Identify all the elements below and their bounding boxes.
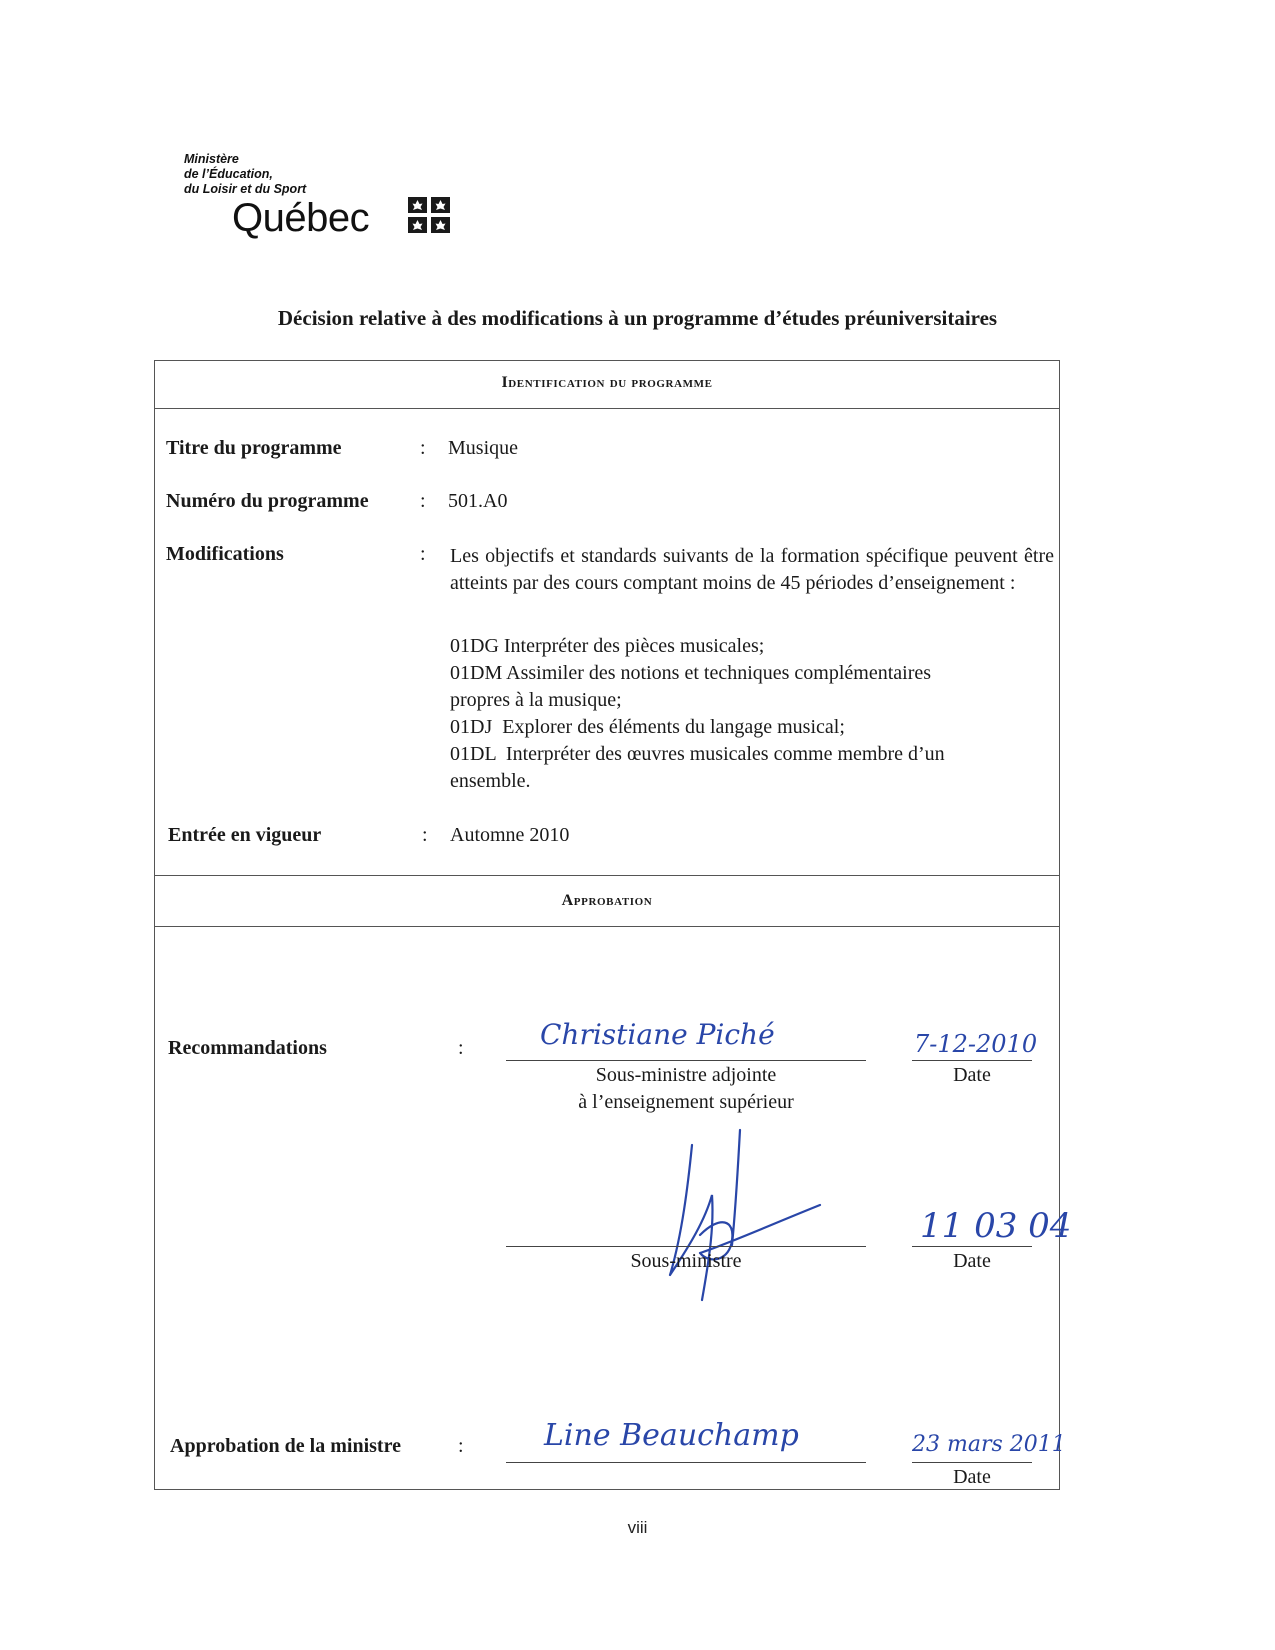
signer-2-title: Sous-ministre — [630, 1250, 742, 1272]
signer-1-title-line-2: à l’enseignement supérieur — [578, 1091, 794, 1113]
list-item: 01DG Interpréter des pièces musicales; — [450, 635, 765, 657]
ministry-line-1: Ministère — [184, 152, 239, 166]
date-line — [912, 1246, 1032, 1247]
list-item: 01DJ Explorer des éléments du langage musical; — [450, 716, 845, 738]
program-title-value: Musique — [448, 437, 518, 459]
signature-line — [506, 1246, 866, 1247]
date-line — [912, 1462, 1032, 1463]
divider — [155, 408, 1059, 409]
list-item: propres à la musique; — [450, 689, 622, 711]
program-number-value: 501.A0 — [448, 490, 508, 512]
signer-1-date: 7-12-2010 — [914, 1030, 1038, 1058]
modifications-label: Modifications — [166, 543, 284, 565]
divider — [155, 926, 1059, 927]
colon: : — [420, 490, 426, 512]
number-label: Numéro du programme — [166, 490, 369, 512]
minister-signature: Line Beauchamp — [544, 1418, 799, 1453]
divider — [155, 875, 1059, 876]
signer-2-date: 11 03 04 — [920, 1206, 1072, 1246]
colon: : — [458, 1037, 464, 1059]
effective-date-value: Automne 2010 — [450, 824, 570, 846]
signature-2 — [640, 1125, 830, 1310]
date-label: Date — [953, 1064, 991, 1086]
recommendations-label: Recommandations — [168, 1037, 327, 1059]
ministry-name — [184, 152, 306, 197]
signature-line — [506, 1462, 866, 1463]
approbation-heading: Approbation — [561, 892, 653, 909]
signer-1-title-line-1: Sous-ministre adjointe — [595, 1064, 777, 1086]
list-item: 01DL Interpréter des œuvres musicales comme membre d’un — [450, 743, 945, 765]
minister-approval-label: Approbation de la ministre — [170, 1435, 401, 1457]
modifications-text: Les objectifs et standards suivants de la formation spécifique peuvent être atteints par des cours comptant moins de 45 périodes d’enseignement : — [450, 545, 1054, 594]
date-label: Date — [953, 1466, 991, 1488]
colon: : — [458, 1435, 464, 1457]
identification-heading: Identification du programme — [501, 374, 713, 391]
signature-1: Christiane Piché — [540, 1018, 775, 1051]
colon: : — [422, 824, 428, 846]
objectives-list — [450, 633, 1054, 795]
effective-label: Entrée en vigueur — [168, 824, 322, 846]
list-item: 01DM Assimiler des notions et techniques complémentaires — [450, 662, 932, 684]
page-number: viii — [627, 1518, 648, 1537]
ministry-line-2: de l’Éducation, — [184, 167, 273, 181]
title-label: Titre du programme — [166, 437, 342, 459]
minister-date: 23 mars 2011 — [912, 1432, 1066, 1457]
signer-1-title — [506, 1062, 866, 1116]
document-title: Décision relative à des modifications à un programme d’études préuniversitaires — [277, 306, 998, 330]
date-label: Date — [953, 1250, 991, 1272]
list-item: ensemble. — [450, 770, 531, 792]
colon: : — [420, 437, 426, 459]
ministry-line-3: du Loisir et du Sport — [184, 182, 307, 196]
quebec-wordmark: Québec — [232, 196, 370, 240]
quebec-flag-icon — [408, 197, 450, 233]
date-line — [912, 1060, 1032, 1061]
signature-line — [506, 1060, 866, 1061]
program-table — [154, 360, 1060, 1490]
colon: : — [420, 543, 426, 565]
